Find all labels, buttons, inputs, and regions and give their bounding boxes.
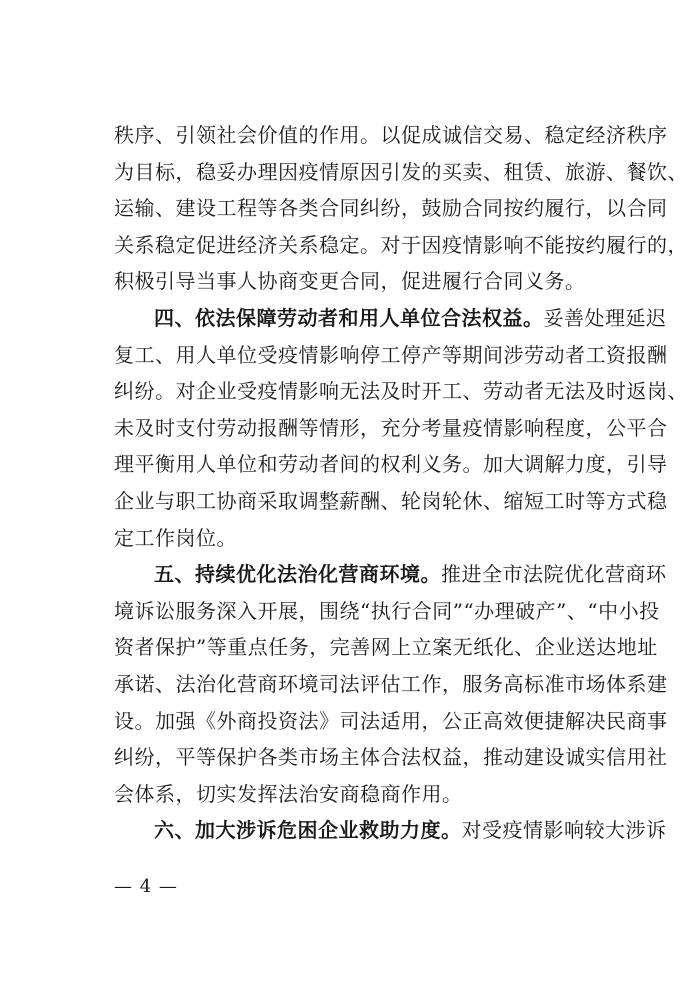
text-line: 关系稳定促进经济关系稳定。对于因疫情影响不能按约履行的， xyxy=(114,232,688,257)
text-line: 运输、建设工程等各类合同纠纷，鼓励合同按约履行，以合同 xyxy=(114,196,668,221)
text-line: 秩序、引领社会价值的作用。以促成诚信交易、稳定经济秩序 xyxy=(114,123,668,147)
section-six-heading: 六、加大涉诉危困企业救助力度。 xyxy=(154,818,462,843)
text-line: 复工、用人单位受疫情影响停工停产等期间涉劳动者工资报酬 xyxy=(114,342,668,367)
page-number: — 4 — xyxy=(114,876,178,897)
text-line: 资者保护”等重点任务，完善网上立案无纸化、企业送达地址 xyxy=(114,635,658,660)
section-five-heading: 五、持续优化法治化营商环境。 xyxy=(154,562,441,587)
text-line: 设。加强《外商投资法》司法适用，公正高效便捷解决民商事 xyxy=(114,708,668,733)
text-line: 定工作岗位。 xyxy=(114,525,237,550)
section-six-first-line: 六、加大涉诉危困企业救助力度。对受疫情影响较大涉诉 xyxy=(154,818,667,843)
text-line: 为目标，稳妥办理因疫情原因引发的买卖、租赁、旅游、餐饮、 xyxy=(114,159,688,184)
text-line: 企业与职工协商采取调整薪酬、轮岗轮休、缩短工时等方式稳 xyxy=(114,488,668,513)
section-five-first-line: 五、持续优化法治化营商环境。推进全市法院优化营商环 xyxy=(154,562,667,587)
text-line: 纠纷。对企业受疫情影响无法及时开工、劳动者无法及时返岗、 xyxy=(114,379,688,404)
text-line: 境诉讼服务深入开展，围绕“执行合同”“办理破产”、“中小投 xyxy=(114,598,660,623)
text-line: 未及时支付劳动报酬等情形，充分考量疫情影响程度，公平合 xyxy=(114,415,668,440)
text-line: 积极引导当事人协商变更合同，促进履行合同义务。 xyxy=(114,269,586,294)
body-text xyxy=(114,117,688,849)
text-line: 会体系，切实发挥法治安商稳商作用。 xyxy=(114,781,463,806)
text-line: 纠纷，平等保护各类市场主体合法权益，推动建设诚实信用社 xyxy=(114,745,668,770)
text-line: 承诺、法治化营商环境司法评估工作，服务高标准市场体系建 xyxy=(114,671,668,696)
section-four-heading: 四、依法保障劳动者和用人单位合法权益。 xyxy=(154,305,544,330)
text-line: 理平衡用人单位和劳动者间的权利义务。加大调解力度，引导 xyxy=(114,452,668,477)
section-four-first-line: 四、依法保障劳动者和用人单位合法权益。妥善处理延迟 xyxy=(154,305,667,330)
